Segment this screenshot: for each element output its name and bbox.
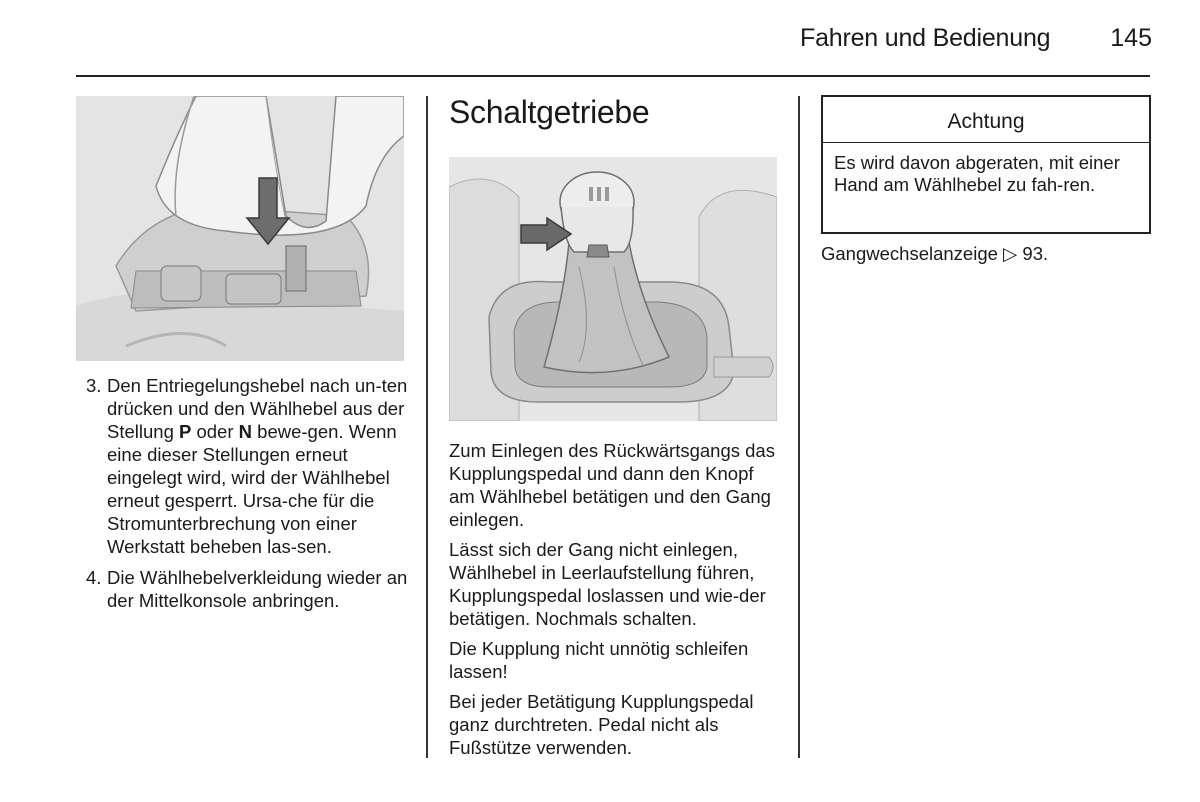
step-number: 4.	[86, 567, 102, 588]
header-rule	[76, 75, 1150, 77]
body-text	[449, 439, 783, 766]
instruction-step	[86, 374, 408, 558]
step-text-bold: N	[238, 421, 253, 442]
gear-knob-illustration	[449, 157, 777, 421]
selector-lever-illustration	[76, 96, 404, 361]
cross-reference-page: 93.	[1022, 243, 1049, 264]
paragraph: Bei jeder Betätigung Kupplungspedal ganz durchtreten. Pedal nicht als Fußstütze verwenden.	[449, 691, 754, 758]
cross-reference[interactable]	[821, 243, 1048, 265]
step-text-bold: P	[179, 421, 192, 442]
cross-reference-label: Gangwechselanzeige	[821, 243, 998, 264]
warning-box	[821, 95, 1151, 234]
page-header-title: Fahren und Bedienung	[800, 24, 1051, 52]
warning-title: Achtung	[823, 97, 1149, 143]
paragraph: Lässt sich der Gang nicht einlegen, Wählhebel in Leerlaufstellung führen, Kupplungspedal loslassen und wie-der betätigen. Nochmals schalten.	[449, 539, 766, 629]
step-number: 3.	[86, 375, 102, 396]
step-text: Die Wählhebelverkleidung wieder an der Mittelkonsole anbringen.	[107, 567, 408, 611]
paragraph: Die Kupplung nicht unnötig schleifen lassen!	[449, 638, 749, 682]
step-text: oder	[191, 421, 239, 442]
instruction-step	[86, 566, 408, 612]
column-divider-left	[426, 96, 428, 758]
step-text: Den Entriegelungshebel nach un-ten drücken und den Wählhebel aus der Stellung	[107, 375, 408, 442]
warning-text: Es wird davon abgeraten, mit einer Hand am Wählhebel zu fah-ren.	[834, 152, 1120, 195]
column-divider-right	[798, 96, 800, 758]
paragraph: Zum Einlegen des Rückwärtsgangs das Kupplungspedal und dann den Knopf am Wählhebel betätigen und den Gang einlegen.	[449, 440, 775, 530]
instruction-steps	[86, 374, 408, 620]
page-arrow-icon: ▷	[1003, 243, 1018, 264]
page-number: 145	[1110, 24, 1152, 52]
section-title: Schaltgetriebe	[449, 94, 650, 130]
step-text: bewe-gen. Wenn eine dieser Stellungen erneut eingelegt wird, wird der Wählhebel erneut gesperrt. Ursa-che für die Stromunterbrechung von einer Werkstatt beheben las-sen.	[107, 421, 397, 557]
